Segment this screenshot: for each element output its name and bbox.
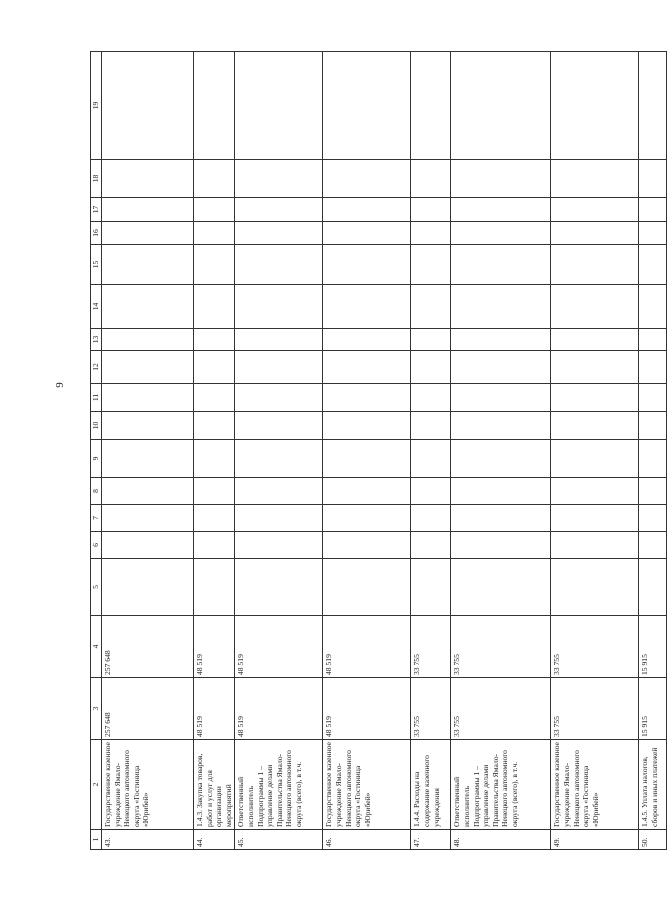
page-number: 9 <box>54 382 66 388</box>
row-number-cell: 50. <box>639 830 667 850</box>
column-number-header: 3 <box>91 678 102 740</box>
empty-cell <box>551 329 639 351</box>
empty-cell <box>551 559 639 616</box>
empty-cell <box>102 505 194 532</box>
total-value-cell: 15 915 <box>639 678 667 740</box>
empty-cell <box>451 559 551 616</box>
empty-cell <box>551 384 639 412</box>
empty-cell <box>235 559 323 616</box>
empty-cell <box>451 351 551 384</box>
empty-cell <box>323 329 411 351</box>
row-name-cell: Ответственный исполнитель Подпрограммы 1 – управление делами Правительства Ямало-Ненецкого автономного округа (всего), в т.ч. <box>235 740 323 830</box>
empty-cell <box>102 440 194 478</box>
empty-cell <box>551 160 639 198</box>
empty-cell <box>235 198 323 222</box>
empty-cell <box>411 52 451 160</box>
row-number-cell: 44. <box>194 830 235 850</box>
column-number-header: 18 <box>91 160 102 198</box>
total-value-cell: 48 519 <box>235 678 323 740</box>
empty-cell <box>639 478 667 505</box>
empty-cell <box>639 198 667 222</box>
empty-cell <box>323 160 411 198</box>
empty-cell <box>235 329 323 351</box>
empty-cell <box>323 505 411 532</box>
year-value-cell: 33 755 <box>551 616 639 678</box>
empty-cell <box>411 245 451 285</box>
empty-cell <box>102 532 194 559</box>
empty-cell <box>235 160 323 198</box>
column-number-header: 1 <box>91 830 102 850</box>
total-value-cell: 257 648 <box>102 678 194 740</box>
empty-cell <box>411 440 451 478</box>
empty-cell <box>639 245 667 285</box>
row-name-cell: Государственное казенное учреждение Ямало-Ненецкого автономного округа «Гостиница «Юрибей» <box>323 740 411 830</box>
empty-cell <box>451 440 551 478</box>
empty-cell <box>323 412 411 440</box>
empty-cell <box>235 440 323 478</box>
table-row <box>639 52 667 850</box>
empty-cell <box>235 384 323 412</box>
empty-cell <box>323 559 411 616</box>
column-number-header: 15 <box>91 245 102 285</box>
empty-cell <box>235 351 323 384</box>
empty-cell <box>551 198 639 222</box>
row-number-cell: 47. <box>411 830 451 850</box>
row-number-cell: 48. <box>451 830 551 850</box>
row-name-cell: Ответственный исполнитель Подпрограммы 1 – управление делами Правительства Ямало-Ненецкого автономного округа (всего), в т.ч. <box>451 740 551 830</box>
empty-cell <box>551 505 639 532</box>
row-name-cell: Государственное казенное учреждение Ямало-Ненецкого автономного округа «Гостиница «Юрибей» <box>102 740 194 830</box>
table-header-row <box>91 52 102 850</box>
empty-cell <box>323 52 411 160</box>
empty-cell <box>451 412 551 440</box>
empty-cell <box>102 329 194 351</box>
empty-cell <box>194 52 235 160</box>
empty-cell <box>235 52 323 160</box>
empty-cell <box>102 351 194 384</box>
empty-cell <box>639 384 667 412</box>
year-value-cell: 257 648 <box>102 616 194 678</box>
empty-cell <box>194 329 235 351</box>
total-value-cell: 33 755 <box>551 678 639 740</box>
empty-cell <box>194 222 235 245</box>
year-value-cell: 33 755 <box>451 616 551 678</box>
table-row <box>194 52 235 850</box>
empty-cell <box>551 440 639 478</box>
empty-cell <box>194 198 235 222</box>
table-row <box>102 52 194 850</box>
empty-cell <box>194 412 235 440</box>
empty-cell <box>451 532 551 559</box>
table-row <box>451 52 551 850</box>
column-number-header: 16 <box>91 222 102 245</box>
empty-cell <box>551 52 639 160</box>
empty-cell <box>451 478 551 505</box>
empty-cell <box>411 384 451 412</box>
column-number-header: 11 <box>91 384 102 412</box>
empty-cell <box>451 160 551 198</box>
empty-cell <box>411 505 451 532</box>
empty-cell <box>323 440 411 478</box>
empty-cell <box>639 329 667 351</box>
empty-cell <box>639 532 667 559</box>
table-row <box>235 52 323 850</box>
row-number-cell: 49. <box>551 830 639 850</box>
empty-cell <box>194 478 235 505</box>
empty-cell <box>235 285 323 329</box>
total-value-cell: 48 519 <box>194 678 235 740</box>
total-value-cell: 33 755 <box>451 678 551 740</box>
column-number-header: 4 <box>91 616 102 678</box>
empty-cell <box>323 245 411 285</box>
empty-cell <box>235 505 323 532</box>
empty-cell <box>194 440 235 478</box>
empty-cell <box>102 160 194 198</box>
empty-cell <box>451 245 551 285</box>
table-row <box>551 52 639 850</box>
empty-cell <box>639 505 667 532</box>
empty-cell <box>639 412 667 440</box>
empty-cell <box>194 160 235 198</box>
empty-cell <box>639 160 667 198</box>
column-number-header: 9 <box>91 440 102 478</box>
empty-cell <box>411 559 451 616</box>
row-number-cell: 43. <box>102 830 194 850</box>
empty-cell <box>411 351 451 384</box>
column-number-header: 2 <box>91 740 102 830</box>
empty-cell <box>411 285 451 329</box>
total-value-cell: 33 755 <box>411 678 451 740</box>
empty-cell <box>194 505 235 532</box>
empty-cell <box>639 351 667 384</box>
year-value-cell: 15 915 <box>639 616 667 678</box>
empty-cell <box>411 329 451 351</box>
row-name-cell: Государственное казенное учреждение Ямало-Ненецкого автономного округа «Гостиница «Юрибей» <box>551 740 639 830</box>
empty-cell <box>411 198 451 222</box>
empty-cell <box>639 52 667 160</box>
empty-cell <box>102 198 194 222</box>
empty-cell <box>451 52 551 160</box>
empty-cell <box>235 532 323 559</box>
table-row <box>323 52 411 850</box>
empty-cell <box>323 384 411 412</box>
empty-cell <box>102 52 194 160</box>
empty-cell <box>102 559 194 616</box>
empty-cell <box>102 384 194 412</box>
empty-cell <box>102 245 194 285</box>
empty-cell <box>551 412 639 440</box>
empty-cell <box>411 478 451 505</box>
row-number-cell: 45. <box>235 830 323 850</box>
empty-cell <box>194 351 235 384</box>
year-value-cell: 48 519 <box>194 616 235 678</box>
empty-cell <box>323 285 411 329</box>
empty-cell <box>551 285 639 329</box>
empty-cell <box>411 412 451 440</box>
empty-cell <box>235 222 323 245</box>
empty-cell <box>102 222 194 245</box>
empty-cell <box>451 222 551 245</box>
empty-cell <box>639 559 667 616</box>
empty-cell <box>551 532 639 559</box>
table-row <box>411 52 451 850</box>
empty-cell <box>323 222 411 245</box>
budget-table <box>90 51 667 850</box>
empty-cell <box>451 198 551 222</box>
row-name-cell: 1.4.5. Уплата налогов, сборов и иных платежей <box>639 740 667 830</box>
empty-cell <box>639 440 667 478</box>
row-name-cell: 1.4.3. Закупка товаров, работ и услуг для организации мероприятий <box>194 740 235 830</box>
empty-cell <box>102 412 194 440</box>
empty-cell <box>323 351 411 384</box>
total-value-cell: 48 519 <box>323 678 411 740</box>
empty-cell <box>639 222 667 245</box>
column-number-header: 7 <box>91 505 102 532</box>
column-number-header: 19 <box>91 52 102 160</box>
empty-cell <box>411 222 451 245</box>
empty-cell <box>235 478 323 505</box>
empty-cell <box>323 198 411 222</box>
empty-cell <box>451 505 551 532</box>
row-number-cell: 46. <box>323 830 411 850</box>
empty-cell <box>551 478 639 505</box>
empty-cell <box>451 384 551 412</box>
row-name-cell: 1.4.4. Расходы на содержание казенного учреждения <box>411 740 451 830</box>
empty-cell <box>323 478 411 505</box>
year-value-cell: 48 519 <box>235 616 323 678</box>
empty-cell <box>411 160 451 198</box>
empty-cell <box>551 245 639 285</box>
column-number-header: 14 <box>91 285 102 329</box>
empty-cell <box>551 351 639 384</box>
empty-cell <box>551 222 639 245</box>
empty-cell <box>235 412 323 440</box>
column-number-header: 12 <box>91 351 102 384</box>
column-number-header: 17 <box>91 198 102 222</box>
column-number-header: 5 <box>91 559 102 616</box>
empty-cell <box>194 384 235 412</box>
empty-cell <box>639 285 667 329</box>
empty-cell <box>194 245 235 285</box>
empty-cell <box>194 559 235 616</box>
empty-cell <box>102 285 194 329</box>
empty-cell <box>451 285 551 329</box>
column-number-header: 6 <box>91 532 102 559</box>
column-number-header: 10 <box>91 412 102 440</box>
empty-cell <box>102 478 194 505</box>
empty-cell <box>235 245 323 285</box>
column-number-header: 13 <box>91 329 102 351</box>
empty-cell <box>194 285 235 329</box>
year-value-cell: 33 755 <box>411 616 451 678</box>
empty-cell <box>194 532 235 559</box>
empty-cell <box>323 532 411 559</box>
empty-cell <box>451 329 551 351</box>
column-number-header: 8 <box>91 478 102 505</box>
empty-cell <box>411 532 451 559</box>
year-value-cell: 48 519 <box>323 616 411 678</box>
